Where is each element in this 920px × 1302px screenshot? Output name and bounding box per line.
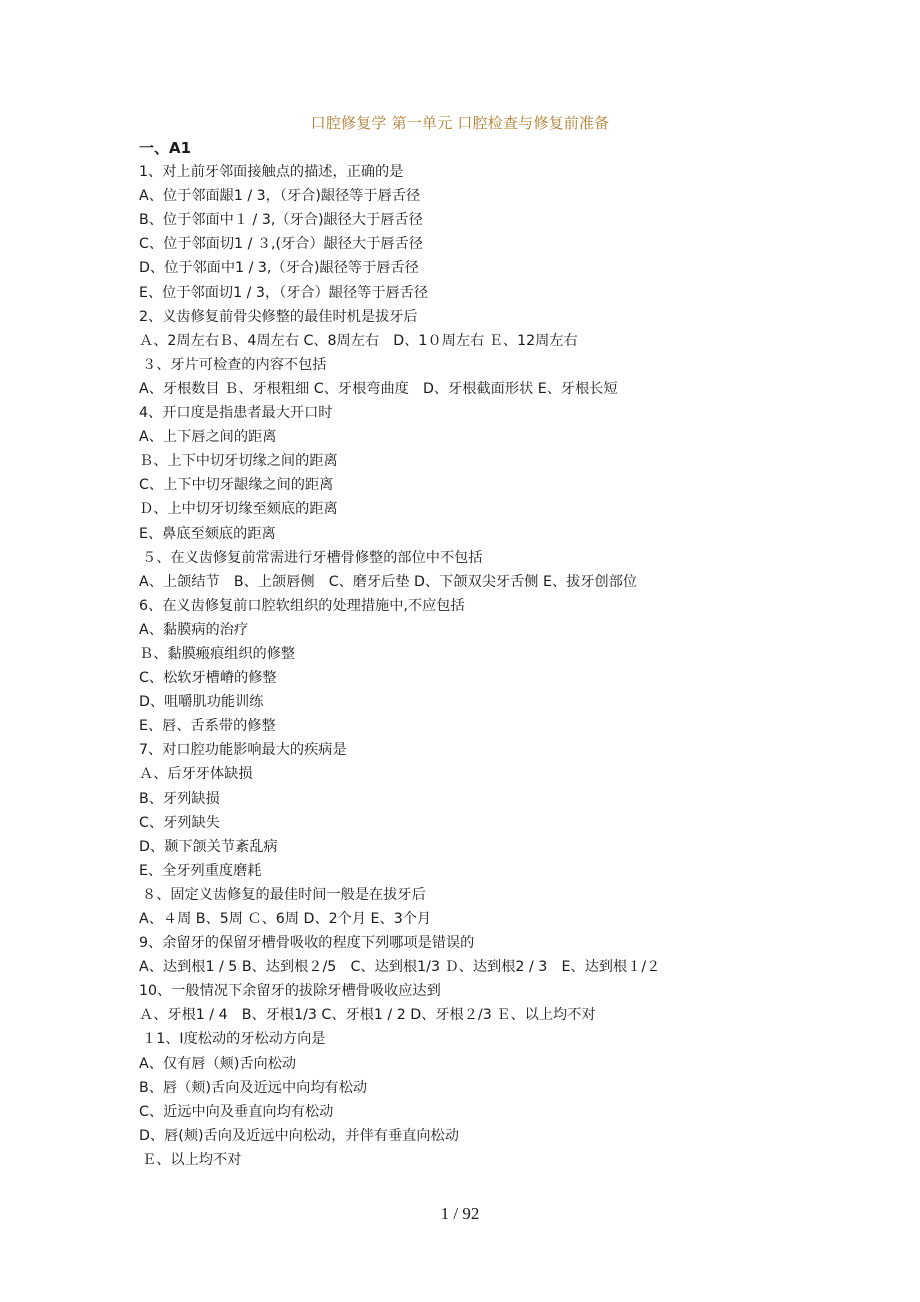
q5-options: A、上颌结节 B、上颌唇侧 C、磨牙后垫 D、下颌双尖牙舌侧 E、拔牙创部位 (139, 573, 638, 590)
q7-option-b: B、牙列缺损 (139, 790, 220, 807)
q4-option-d: Ｄ、上中切牙切缘至颏底的距离 (139, 501, 338, 518)
q10-options: Ａ、牙根1 / 4 B、牙根1/3 C、牙根1 / 2 D、牙根２/3 Ｅ、以上均不对 (139, 1007, 596, 1024)
q1-option-b: B、位于邻面中１ / 3,（牙合)龈径大于唇舌径 (139, 212, 423, 229)
document-title: 口腔修复学 第一单元 口腔检查与修复前准备 (310, 114, 610, 132)
question-7: 7、对口腔功能影响最大的疾病是 (139, 742, 347, 759)
question-3: ３、牙片可检查的内容不包括 (142, 356, 327, 373)
q1-option-c: C、位于邻面切1 / ３,(牙合）龈径大于唇舌径 (139, 236, 423, 253)
q4-option-c: C、上下中切牙龈缘之间的距离 (139, 477, 334, 494)
document-body (139, 136, 819, 1172)
q11-option-a: A、仅有唇（颊)舌向松动 (139, 1055, 297, 1072)
question-8: ８、固定义齿修复的最佳时间一般是在拔牙后 (142, 886, 426, 903)
q4-option-e: E、鼻底至颏底的距离 (139, 525, 276, 542)
q9-options: A、达到根1 / 5 B、达到根２/5 C、达到根1/3 Ｄ、达到根2 / 3 E、达到根１/２ (139, 959, 661, 976)
q4-option-b: Ｂ、上下中切牙切缘之间的距离 (139, 453, 338, 470)
question-11: １1、Ⅰ度松动的牙松动方向是 (142, 1031, 326, 1048)
q7-option-c: C、牙列缺失 (139, 814, 220, 831)
q1-option-d: D、位于邻面中1 / 3,（牙合)龈径等于唇舌径 (139, 260, 419, 277)
section-heading: 一、A1 (139, 139, 192, 157)
question-4: 4、开口度是指患者最大开口时 (139, 405, 333, 422)
q7-option-a: Ａ、后牙牙体缺损 (139, 766, 253, 783)
q6-option-e: E、唇、舌系带的修整 (139, 718, 276, 735)
q6-option-d: D、咀嚼肌功能训练 (139, 694, 264, 711)
q11-option-e: Ｅ、以上均不对 (142, 1151, 242, 1168)
question-2: 2、义齿修复前骨尖修整的最佳时机是拔牙后 (139, 308, 418, 325)
q7-option-d: D、颞下颌关节紊乱病 (139, 838, 278, 855)
q6-option-b: Ｂ、黏膜瘢痕组织的修整 (139, 645, 296, 662)
q11-option-d: D、唇(颊)舌向及近远中向松动，并伴有垂直向松动 (139, 1127, 459, 1144)
question-10: 10、一般情况下余留牙的拔除牙槽骨吸收应达到 (139, 983, 441, 1000)
q6-option-c: C、松软牙槽嵴的修整 (139, 670, 277, 687)
q11-option-b: B、唇（颊)舌向及近远中向均有松动 (139, 1079, 368, 1096)
question-6: 6、在义齿修复前口腔软组织的处理措施中,不应包括 (139, 597, 465, 614)
q1-option-e: E、位于邻面切1 / 3，（牙合）龈径等于唇舌径 (139, 284, 429, 301)
q7-option-e: E、全牙列重度磨耗 (139, 862, 262, 879)
question-9: 9、余留牙的保留牙槽骨吸收的程度下列哪项是错误的 (139, 935, 475, 952)
page-number: 1 / 92 (440, 1204, 480, 1223)
q6-option-a: A、黏膜病的治疗 (139, 621, 249, 638)
q11-option-c: C、近远中向及垂直向均有松动 (139, 1103, 334, 1120)
q3-options: A、牙根数目 Ｂ、牙根粗细 C、牙根弯曲度 D、牙根截面形状 E、牙根长短 (139, 380, 618, 397)
q1-option-a: A、位于邻面龈1 / 3，（牙合)龈径等于唇舌径 (139, 188, 421, 205)
q4-option-a: A、上下唇之间的距离 (139, 429, 277, 446)
q8-options: A、４周 B、5周 Ｃ、6周 D、2个月 E、3个月 (139, 911, 432, 927)
question-1: 1、对上前牙邻面接触点的描述，正确的是 (139, 164, 404, 181)
q2-options: Ａ、2周左右Ｂ、4周左右 C、8周左右 D、1０周左右 Ｅ、12周左右 (139, 332, 578, 349)
question-5: ５、在义齿修复前常需进行牙槽骨修整的部位中不包括 (142, 549, 483, 566)
